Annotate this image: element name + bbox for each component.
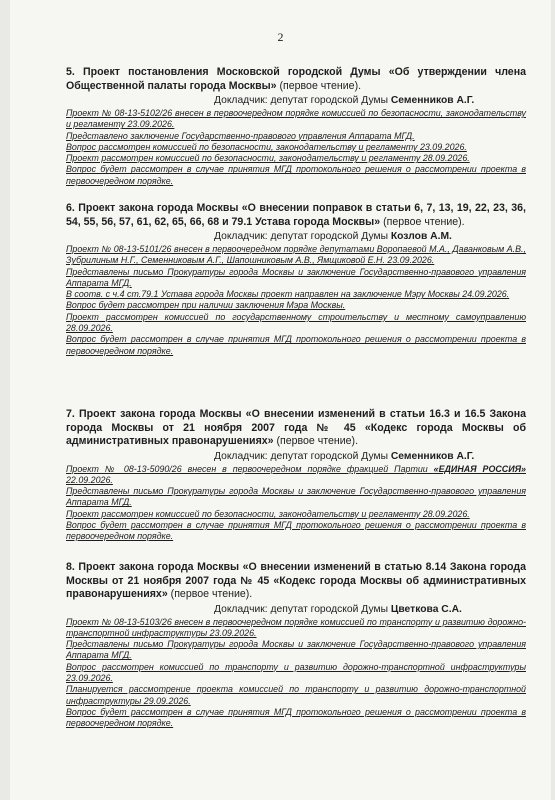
note: Проект № 08-13-5102/26 внесен в первоочередном порядке комиссией по безопасности, законодательству и регламенту 23.09.2026. (66, 108, 526, 130)
note-text: Проект № 08-13-5090/26 внесен в первоочередном порядке фракцией Партии (66, 463, 434, 474)
note: Проект № 08-13-5101/26 внесен в первоочередном порядке депутатами Воропаевой М.А., Даванковым А.В., Зубрилиным Н.Г., Семенниковым А.Г., Шапошниковым А.В., Ямщиковой Е.Н. 23.09.2026. (66, 244, 526, 266)
note: Планируется рассмотрение проекта комиссией по транспорту и развитию дорожно-транспортной инфраструктуры 29.09.2026. (66, 684, 526, 706)
reporter-name: Козлов А.М. (390, 231, 452, 242)
agenda-item-8 (66, 561, 526, 729)
item-title-bold: 8. Проект закона города Москвы «О внесении изменений в статью 8.14 Закона города Москвы от 21 ноября 2007 года № 45 «Кодекс города Москвы об административных правонарушениях» (66, 561, 526, 600)
note-date: 22.09.2026. (66, 474, 113, 485)
reporter (214, 450, 526, 463)
item-notes (66, 617, 526, 730)
reporter (214, 603, 526, 616)
document-page (10, 0, 551, 800)
note: Вопрос будет рассмотрен в случае принятия МГД протокольного решения о рассмотрении проекта в первоочередном порядке. (66, 706, 526, 729)
reporter (214, 230, 526, 243)
item-title-bold: 7. Проект закона города Москвы «О внесении изменений в статьи 16.3 и 16.5 Закона города Москвы от 21 ноября 2007 года № 45 «Кодекс города Москвы об административных правонарушениях» (66, 408, 526, 447)
item-title-rest: (первое чтение). (380, 215, 465, 228)
note: Представлены письмо Прокуратуры города Москвы и заключение Государственно-правового управления Аппарата МГД. (66, 266, 526, 288)
note: Вопрос будет рассмотрен в случае принятия МГД протокольного решения о рассмотрении проекта в первоочередном порядке. (66, 164, 526, 186)
note: Проект рассмотрен комиссией по безопасности, законодательству и регламенту 28.09.2026. (66, 153, 470, 164)
note: Представлены письмо Прокуратуры города Москвы и заключение Государственно-правового управления Аппарата МГД. (66, 486, 526, 508)
note: Представлены письмо Прокуратуры города Москвы и заключение Государственно-правового управления Аппарата МГД. (66, 639, 526, 661)
reporter-name: Семенников А.Г. (390, 450, 475, 462)
note: Вопрос рассмотрен комиссией по безопасности, законодательству и регламенту 23.09.2026. (66, 141, 467, 152)
reporter-label: Докладчик: депутат городской Думы (214, 95, 391, 106)
reporter (214, 94, 526, 107)
item-title-rest: (первое чтение). (276, 79, 362, 92)
note: Представлено заключение Государственно-правового управления Аппарата МГД. (66, 130, 415, 141)
note: В соотв. с ч.4 ст.79.1 Устава города Москвы проект направлен на заключение Мэру Москвы 24.09.2026. (66, 289, 510, 300)
page-number: 2 (277, 30, 284, 44)
note (66, 464, 526, 487)
item-title-bold: 5. Проект постановления Московской городской Думы «Об утверждении члена Общественной палаты города Москвы» (66, 66, 526, 92)
item-title-rest: (первое чтение). (167, 588, 253, 600)
reporter-name: Семенников А.Г. (390, 95, 475, 106)
item-title-bold: 6. Проект закона города Москвы «О внесении поправок в статьи 6, 7, 13, 19, 22, 23, 36, 54, 55, 56, 57, 61, 62, 65, 66, 68 и 79.1 Устава города Москвы» (66, 202, 526, 228)
item-notes (66, 108, 526, 187)
item-title-rest: (первое чтение). (273, 435, 359, 447)
note: Проект № 08-13-5103/26 внесен в первоочередном порядке комиссией по транспорту и развитию дорожно-транспортной инфраструктуры 23.09.2026. (66, 616, 526, 638)
note: Проект рассмотрен комиссией по безопасности, законодательству и регламенту 28.09.2026. (66, 508, 470, 519)
item-title (66, 202, 526, 229)
party-name: «ЕДИНАЯ РОССИЯ» (433, 463, 526, 474)
agenda-item-5 (66, 66, 526, 187)
note: Проект рассмотрен комиссией по государственному строительству и местному самоуправлению 28.09.2026. (66, 311, 526, 334)
reporter-name: Цветкова С.А. (390, 603, 462, 615)
note: Вопрос будет рассмотрен в случае принятия МГД протокольного решения о рассмотрении проекта в первоочередном порядке. (66, 519, 526, 542)
item-title (66, 561, 526, 602)
agenda-item-7 (66, 408, 526, 543)
note: Вопрос будет рассмотрен в случае принятия МГД протокольного решения о рассмотрении проекта в первоочередном порядке. (66, 334, 526, 356)
reporter-label: Докладчик: депутат городской Думы (214, 450, 391, 462)
item-title (66, 66, 526, 93)
item-notes (66, 244, 526, 357)
note: Вопрос рассмотрен комиссией по транспорту и развитию дорожно-транспортной инфраструктуры 23.09.2026. (66, 661, 526, 683)
reporter-label: Докладчик: депутат городской Думы (214, 603, 391, 615)
agenda-item-6 (66, 202, 526, 357)
item-title (66, 408, 526, 449)
item-notes (66, 464, 526, 543)
reporter-label: Докладчик: депутат городской Думы (214, 231, 391, 242)
note: Вопрос будет рассмотрен при наличии заключения Мэра Москвы. (66, 300, 346, 311)
